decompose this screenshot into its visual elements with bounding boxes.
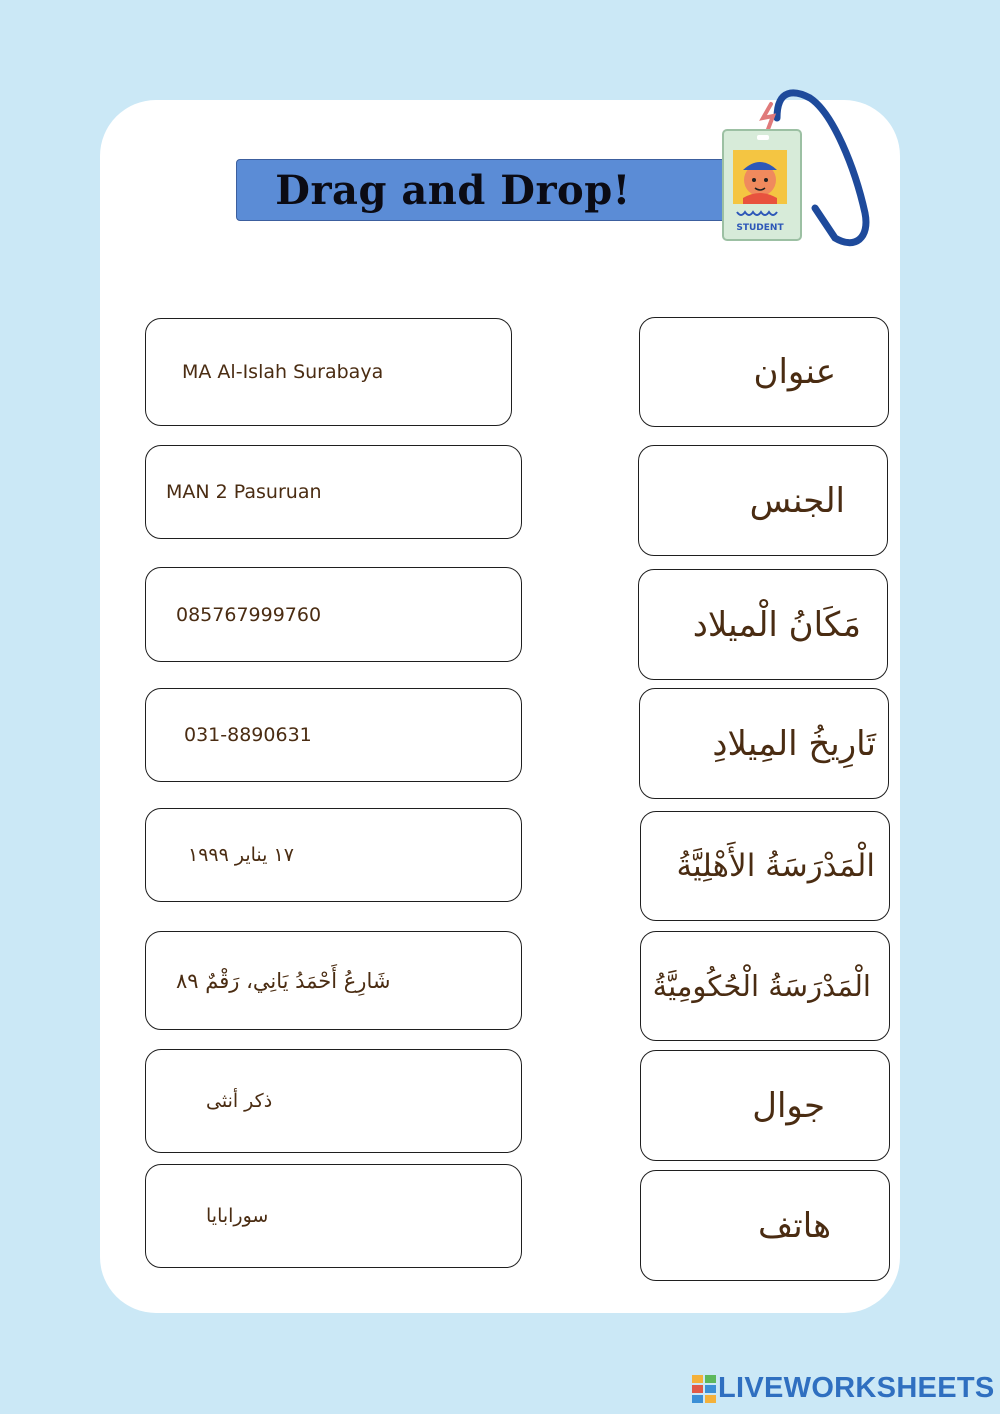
answer-text: 085767999760: [176, 603, 322, 626]
label-box-6: [640, 931, 890, 1041]
label-text: الْمَدْرَسَةُ الْحُكُومِيَّةُ: [652, 969, 871, 1003]
label-box-4: [639, 688, 889, 799]
label-text: هاتف: [758, 1205, 831, 1246]
label-box-1: [639, 317, 889, 427]
svg-text:STUDENT: STUDENT: [736, 223, 784, 233]
footer-brand: [692, 1372, 995, 1405]
answer-box-1[interactable]: [145, 318, 512, 426]
answer-text: 031-8890631: [184, 724, 312, 746]
answer-text: شَارِعُ أَحْمَدُ يَانِي، رَقْمٌ ٨٩: [176, 968, 391, 993]
answer-box-6[interactable]: [145, 931, 522, 1030]
answer-box-4[interactable]: [145, 688, 522, 782]
liveworksheets-logo-icon: [692, 1373, 718, 1405]
answer-text: سورابايا: [206, 1205, 269, 1227]
answer-text: ذكر أنثى: [206, 1090, 273, 1112]
answer-text: MA Al-Islah Surabaya: [182, 361, 384, 383]
label-text: الجنس: [749, 480, 845, 521]
answer-text: MAN 2 Pasuruan: [166, 481, 322, 503]
label-text: مَكَانُ الْميلاد: [692, 604, 861, 645]
answer-box-2[interactable]: [145, 445, 522, 539]
label-text: الْمَدْرَسَةُ الأَهْلِيَّةُ: [676, 848, 875, 884]
label-box-3: [638, 569, 888, 680]
answer-box-7[interactable]: [145, 1049, 522, 1153]
student-badge-icon: [715, 88, 885, 258]
label-box-7: [640, 1050, 890, 1161]
answer-box-8[interactable]: [145, 1164, 522, 1268]
answer-box-3[interactable]: [145, 567, 522, 662]
label-text: تَارِيخُ المِيلادِ: [712, 723, 876, 764]
label-box-8: [640, 1170, 890, 1281]
label-box-5: [640, 811, 890, 921]
page-title: Drag and Drop!: [275, 166, 631, 214]
brand-text: LIVEWORKSHEETS: [718, 1372, 995, 1404]
answer-text: ١٧ يناير ١٩٩٩: [188, 844, 294, 866]
title-banner: [236, 159, 730, 221]
label-box-2: [638, 445, 888, 556]
label-text: جوال: [752, 1085, 825, 1126]
answer-box-5[interactable]: [145, 808, 522, 902]
label-text: عنوان: [753, 352, 836, 392]
